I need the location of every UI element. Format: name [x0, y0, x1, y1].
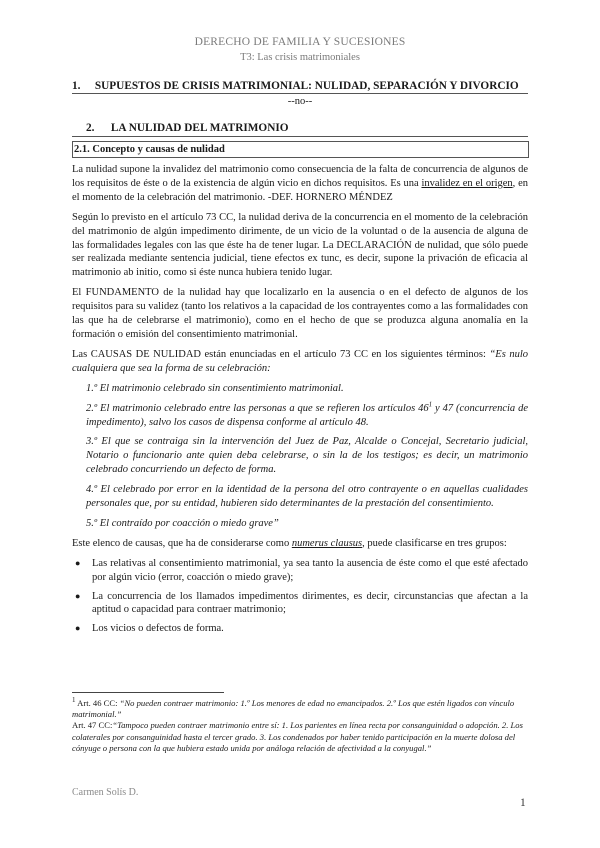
list-item-text: Los vicios o defectos de forma. — [92, 623, 224, 635]
footnote-art-46-quote: “No pueden contraer matrimonio: 1.º Los menores de edad no emancipados. 2.º Los que estén ligados con vínculo matrimonial.” — [72, 698, 515, 720]
cause-2 — [86, 402, 528, 430]
bullet-icon: ● — [75, 590, 81, 601]
footnote-divider — [72, 692, 224, 693]
footnote — [72, 698, 528, 754]
list-item-text: La concurrencia de los llamados impedimentos dirimentes, es decir, circunstancias que afectan a la aptitud o capacidad para contraer matrimonio; — [92, 590, 528, 616]
footnote-number: 1 — [72, 696, 76, 705]
numerus-clausus-term: numerus clausus — [291, 537, 363, 549]
footnote-art-46-label: Art. 46 CC: — [75, 698, 120, 708]
cause-5: 5.º El contraído por coacción o miedo grave” — [86, 517, 279, 529]
paragraph-fundamento: El FUNDAMENTO de la nulidad hay que localizarlo en la ausencia o en el defecto de algunos de los requisitos para su validez (tanto los relativos a la capacidad de los contrayentes como a las formalidades con las que ha de celebrarse el matrimonio), como en el hecho de que se produzca alguna anomalía en la formación o emisión del consentimiento matrimonial. — [72, 287, 528, 340]
body-text — [72, 163, 528, 641]
bullet-icon: ● — [75, 557, 81, 568]
subsection-2-1-heading: 2.1. Concepto y causas de nulidad — [72, 141, 529, 158]
footer-author: Carmen Solís D. — [72, 787, 139, 798]
section-separator: --no-- — [287, 96, 313, 107]
paragraph-definition — [72, 163, 528, 205]
section-2-title: LA NULIDAD DEL MATRIMONIO — [110, 122, 289, 134]
footnote-art-47-quote: “Tampoco pueden contraer matrimonio entre sí: 1. Los parientes en línea recta por consanguinidad o adopción. 2. Los colaterales por consanguinidad hasta el tercer grado. 3. Los condenados por haber tenido participación en la muerte dolosa del cónyuge o persona con la que hubiera estado unida por análoga relación de afectividad a la conyugal.” — [72, 720, 523, 753]
list-item — [72, 622, 528, 636]
footnote-ref[interactable]: 1 — [428, 400, 433, 409]
header-title: DERECHO DE FAMILIA Y SUCESIONES — [194, 36, 406, 48]
section-1-title: SUPUESTOS DE CRISIS MATRIMONIAL: NULIDAD, SEPARACIÓN Y DIVORCIO — [94, 80, 519, 92]
paragraph-numerus-end: , puede clasificarse en tres grupos: — [362, 537, 507, 549]
paragraph-article-73: Según lo previsto en el artículo 73 CC, la nulidad deriva de la concurrencia en el momento de la celebración del matrimonio de algún impedimento dirimente, de un vicio de la voluntad o de la ausencia de alguna de las formalidades legales con las que éste ha de tener lugar. La DECLARACIÓN de nulidad, que sólo puede ser realizada mediante sentencia judicial, tiene efectos ex tunc, es decir, supone la privación de eficacia al matrimonio ab initio, como si éste nunca hubiera tenido lugar. — [72, 211, 528, 279]
list-item — [72, 590, 528, 618]
cause-2-text-end: y 47 (concurrencia de impedimento), salvo los casos de dispensa conforme al artículo 48. — [86, 402, 528, 428]
cause-2-text: 2.º El matrimonio celebrado entre las personas a que se refieren los artículos 46 — [86, 402, 429, 414]
cause-3: 3.º El que se contraiga sin la intervención del Juez de Paz, Alcalde o Concejal, Secretario judicial, Notario o funcionario ante quien deba celebrarse, o sin la de los testigos; es decir, un matrimonio celebrado concurriendo un defecto de forma. — [86, 436, 528, 476]
paragraph-numerus-text: Este elenco de causas, que ha de considerarse como — [72, 537, 292, 549]
paragraph-causas — [72, 348, 528, 376]
footnote-art-47-label: Art. 47 CC: — [72, 720, 113, 731]
footnote-art-46 — [72, 698, 528, 720]
paragraph-definition-end: , en el momento de la celebración del matrimonio. -DEF. HORNERO MÉNDEZ — [72, 177, 528, 203]
section-2-number: 2. — [86, 122, 95, 134]
section-1-number: 1. — [72, 80, 81, 92]
page-number: 1 — [520, 797, 526, 809]
section-2-heading — [72, 122, 528, 137]
list-item — [72, 557, 528, 585]
footnote-art-47 — [72, 720, 528, 754]
cause-4: 4.º El celebrado por error en la identidad de la persona del otro contrayente o en aquellas cualidades personales que, por su entidad, hubieren sido determinantes de la prestación del consentimiento. — [86, 484, 528, 510]
section-1-heading — [72, 80, 528, 94]
header-subtitle: T3: Las crisis matrimoniales — [240, 52, 360, 63]
cause-1: 1.º El matrimonio celebrado sin consentimiento matrimonial. — [86, 382, 344, 394]
bullet-icon: ● — [75, 623, 81, 634]
cause-groups-list — [72, 557, 528, 637]
paragraph-causas-quote: “Es nulo cualquiera que sea la forma de su celebración: — [72, 348, 528, 374]
paragraph-numerus-clausus — [72, 537, 528, 551]
invalidez-origen-underlined: invalidez en el origen — [421, 177, 513, 189]
paragraph-causas-text: Las CAUSAS DE NULIDAD están enunciadas en el artículo 73 CC en los siguientes términos: — [72, 348, 490, 360]
paragraph-definition-text: La nulidad supone la invalidez del matrimonio como consecuencia de la falta de concurrencia de algunos de los requisitos de éste o de la existencia de algún vicio en dichos requisitos. Es una — [72, 164, 528, 189]
list-item-text: Las relativas al consentimiento matrimonial, ya sea tanto la ausencia de éste como el que esté afectado por algún vicio (error, coacción o miedo grave); — [92, 557, 528, 583]
